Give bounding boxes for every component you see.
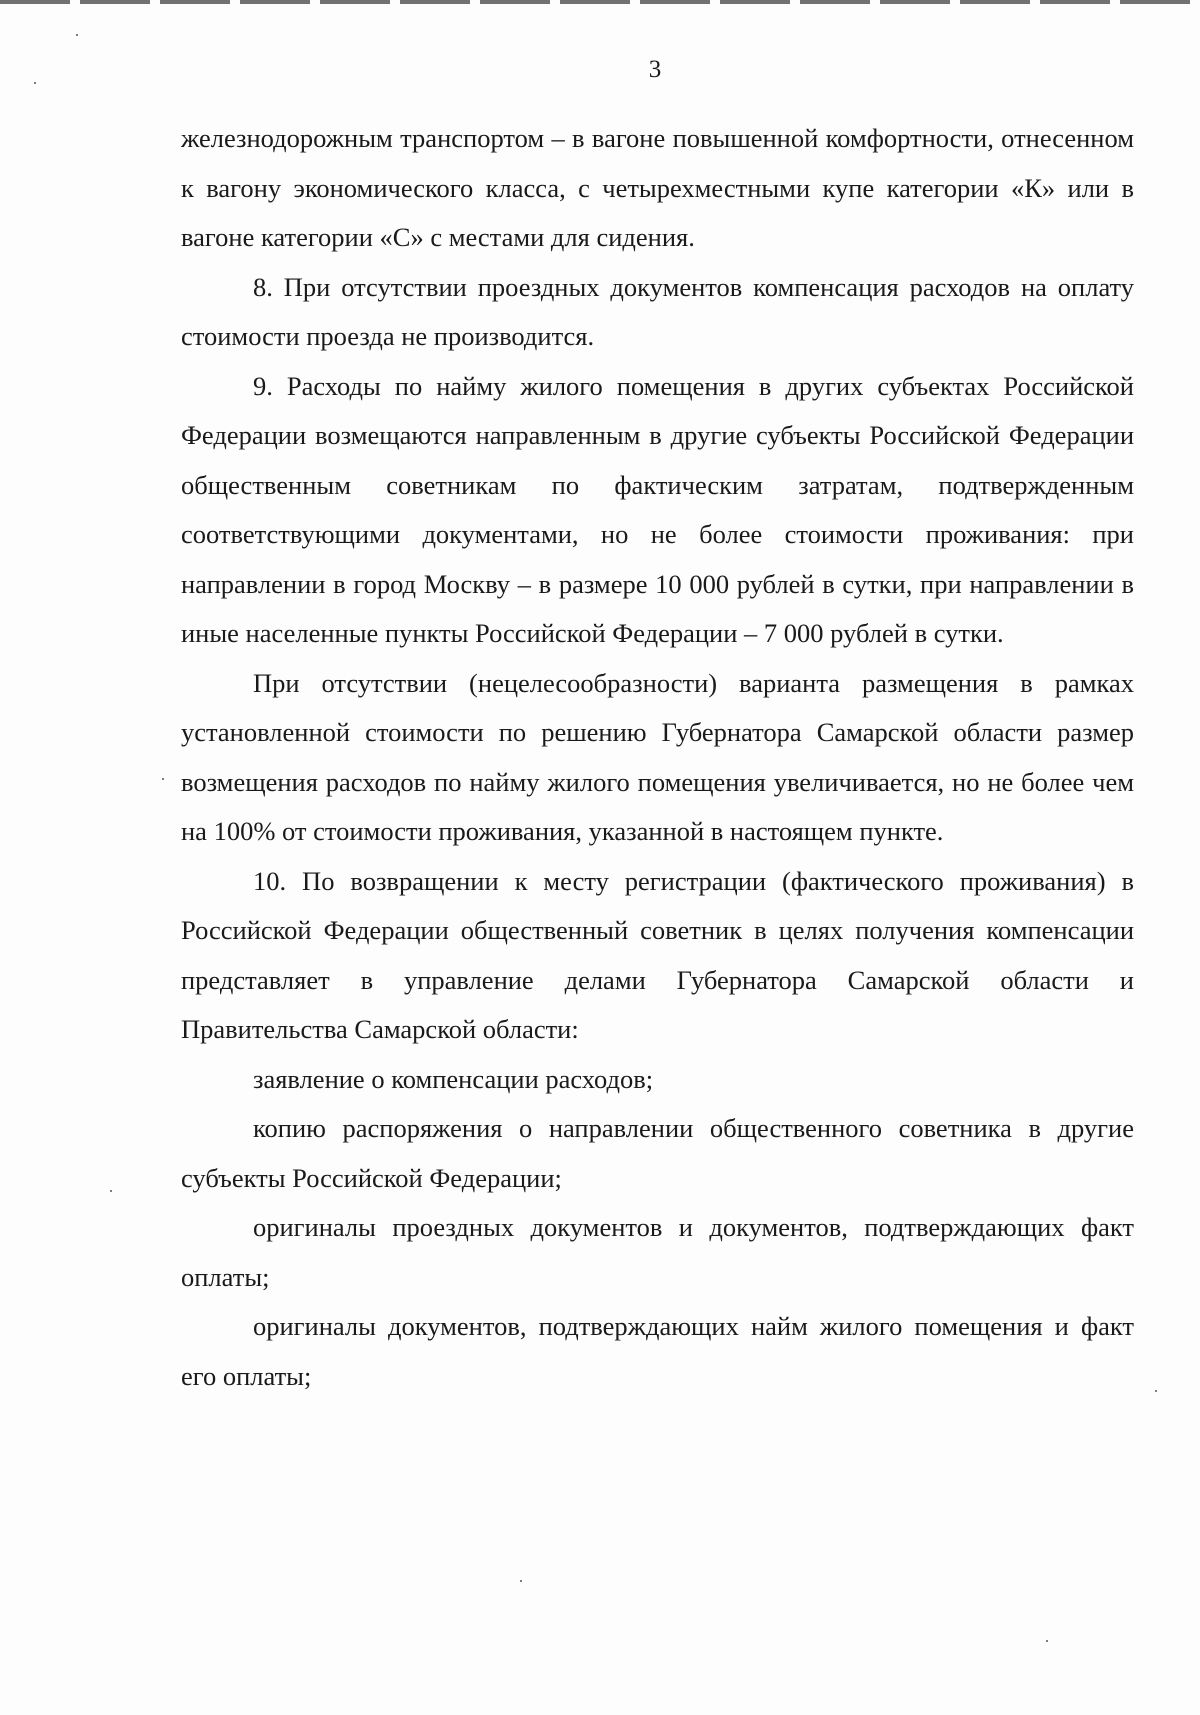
scan-top-edge: [0, 0, 1200, 4]
scan-speck: [110, 1190, 112, 1192]
scan-speck: [1046, 1640, 1048, 1642]
list-item-order-copy: копию распоряжения о направлении общественного советника в другие субъекты Российской Федерации;: [181, 1113, 1134, 1193]
paragraph-item-9-extension: При отсутствии (нецелесообразности) варианта размещения в рамках установленной стоимости по решению Губернатора Самарской области размер возмещения расходов по найму жилого помещения увеличивается, но не более чем на 100% от стоимости проживания, указанной в настоящем пункте.: [181, 667, 1134, 846]
scan-speck: [76, 34, 78, 36]
paragraph-item-8: 8. При отсутствии проездных документов компенсация расходов на оплату стоимости проезда не производится.: [181, 271, 1134, 351]
page-number: 3: [648, 56, 662, 83]
scan-speck: [1155, 1390, 1157, 1392]
scan-speck: [162, 778, 164, 780]
paragraph-item-10: 10. По возвращении к месту регистрации (фактического проживания) в Российской Федерации общественный советник в целях получения компенсации представляет в управление делами Губернатора Самарской области и Правительства Самарской области:: [181, 865, 1134, 1044]
list-item-travel-documents: оригиналы проездных документов и документов, подтверждающих факт оплаты;: [181, 1212, 1134, 1292]
paragraph-item-9: 9. Расходы по найму жилого помещения в других субъектах Российской Федерации возмещаются направленным в другие субъекты Российской Федерации общественным советникам по фактическим затратам, подтвержденным соответствующими документами, но не более стоимости проживания: при направлении в город Москву – в размере 10 000 рублей в сутки, при направлении в иные населенные пункты Российской Федерации – 7 000 рублей в сутки.: [181, 370, 1134, 648]
list-item-application: заявление о компенсации расходов;: [253, 1063, 654, 1094]
paragraph-continuation: железнодорожным транспортом – в вагоне повышенной комфортности, отнесенном к вагону экономического класса, с четырехместными купе категории «К» или в вагоне категории «С» с местами для сидения.: [181, 123, 1134, 252]
document-body: [181, 114, 1134, 1401]
scan-speck: [34, 82, 36, 84]
list-item-accommodation-documents: оригиналы документов, подтверждающих найм жилого помещения и факт его оплаты;: [181, 1311, 1134, 1391]
scan-speck: [520, 1580, 522, 1582]
